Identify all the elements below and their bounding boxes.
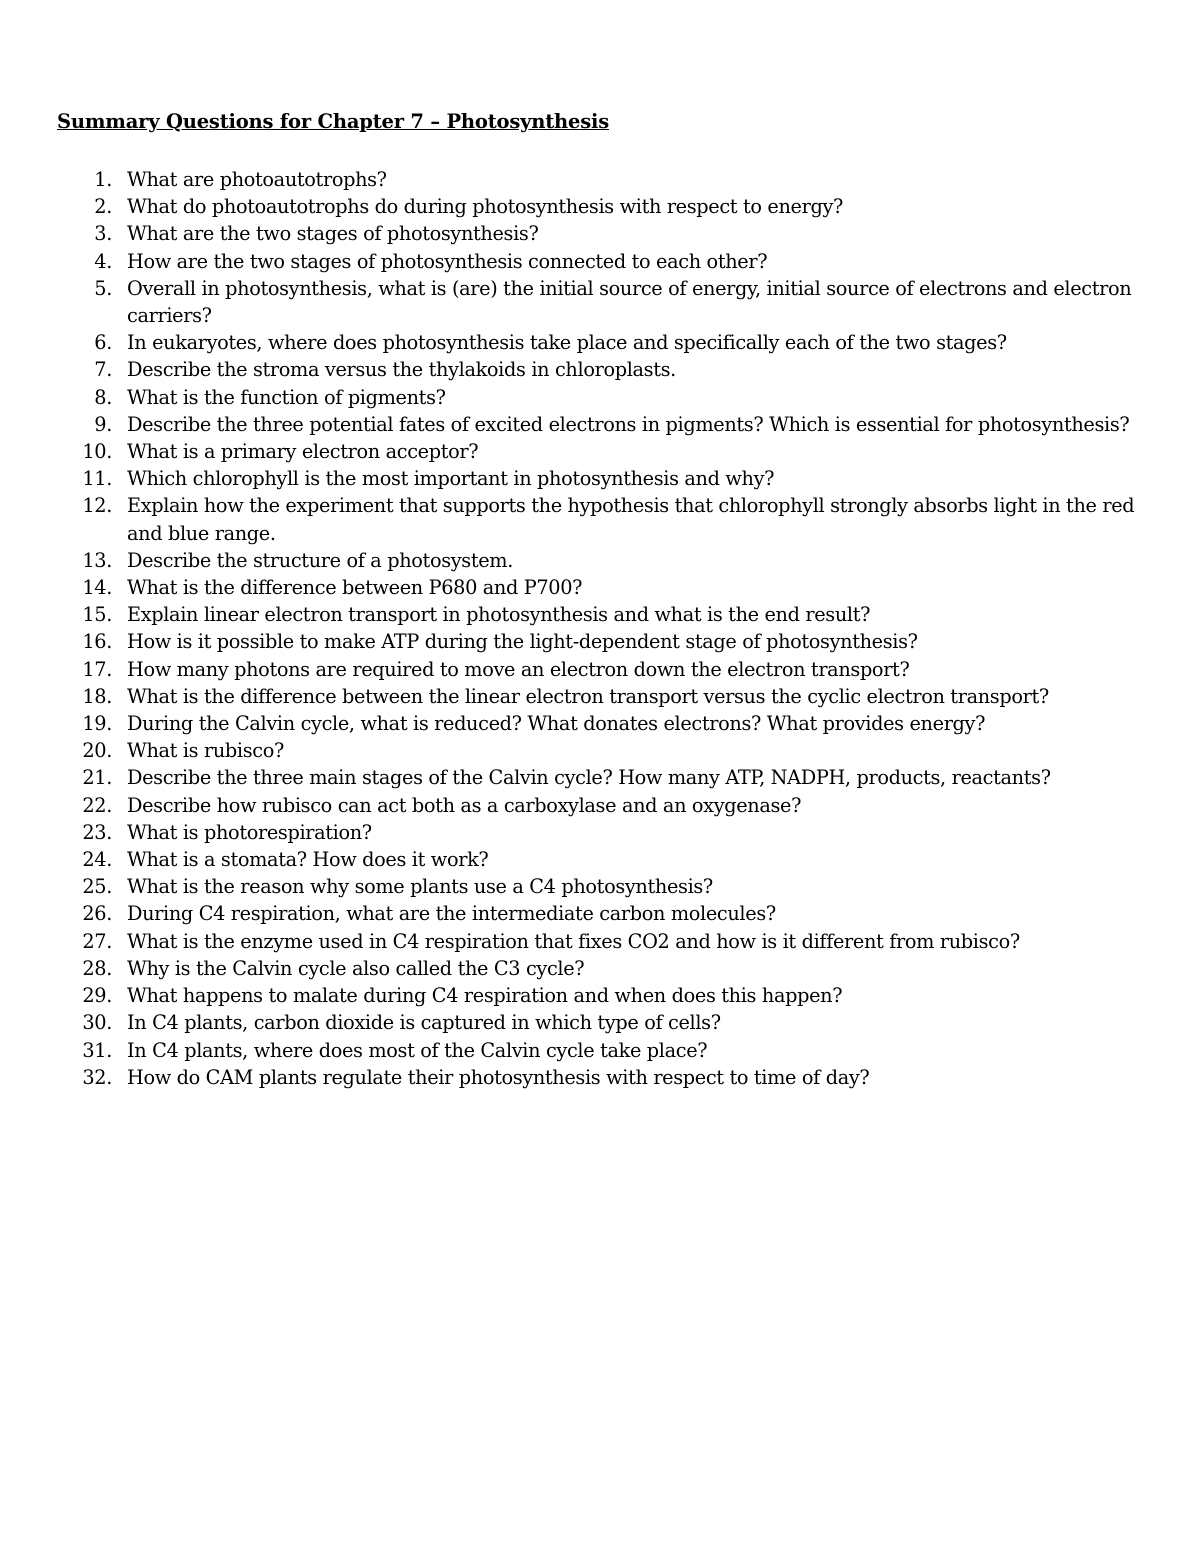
- question-item: [0, 873, 1200, 900]
- question-text: Describe the three main stages of the Calvin cycle? How many ATP, NADPH, products, reactants?: [127, 766, 1051, 790]
- question-text: What are the two stages of photosynthesis?: [127, 222, 539, 246]
- question-item: [0, 492, 1200, 546]
- question-number: 28.: [82, 956, 112, 980]
- question-item: [0, 248, 1200, 275]
- question-item: [0, 547, 1200, 574]
- question-text: What is a stomata? How does it work?: [127, 848, 489, 872]
- question-text: In C4 plants, where does most of the Calvin cycle take place?: [127, 1038, 708, 1062]
- question-item: [0, 928, 1200, 955]
- question-number: 17.: [82, 657, 112, 681]
- question-text: What is a primary electron acceptor?: [127, 440, 479, 464]
- question-number: 32.: [82, 1065, 112, 1089]
- question-number: 12.: [82, 494, 112, 518]
- question-item: [0, 792, 1200, 819]
- question-number: 23.: [82, 820, 112, 844]
- question-text: What happens to malate during C4 respiration and when does this happen?: [127, 984, 843, 1008]
- question-number: 8.: [94, 385, 112, 409]
- question-item: [0, 955, 1200, 982]
- question-text: Describe the three potential fates of excited electrons in pigments? Which is essential for photosynthesis?: [127, 412, 1130, 436]
- question-number: 16.: [82, 630, 112, 654]
- question-text: Describe the structure of a photosystem.: [127, 548, 514, 572]
- question-text: Describe how rubisco can act both as a carboxylase and an oxygenase?: [127, 793, 802, 817]
- question-number: 26.: [82, 902, 112, 926]
- question-number: 15.: [82, 603, 112, 627]
- question-number: 30.: [82, 1011, 112, 1035]
- question-text: During the Calvin cycle, what is reduced? What donates electrons? What provides energy?: [127, 712, 986, 736]
- question-number: 31.: [82, 1038, 112, 1062]
- question-number: 14.: [82, 576, 112, 600]
- question-item: [0, 193, 1200, 220]
- question-text: In eukaryotes, where does photosynthesis take place and specifically each of the two stages?: [127, 331, 1007, 355]
- question-number: 20.: [82, 739, 112, 763]
- question-number: 3.: [94, 222, 112, 246]
- question-number: 13.: [82, 548, 112, 572]
- question-item: [0, 465, 1200, 492]
- question-item: [0, 683, 1200, 710]
- question-number: 18.: [82, 684, 112, 708]
- question-item: [0, 275, 1200, 329]
- question-text: How do CAM plants regulate their photosynthesis with respect to time of day?: [127, 1065, 870, 1089]
- question-number: 24.: [82, 848, 112, 872]
- question-item: [0, 438, 1200, 465]
- question-item: [0, 166, 1200, 193]
- question-number: 21.: [82, 766, 112, 790]
- question-text: Explain linear electron transport in photosynthesis and what is the end result?: [127, 603, 871, 627]
- question-text: What is the difference between P680 and P700?: [127, 576, 583, 600]
- question-number: 27.: [82, 929, 112, 953]
- question-number: 11.: [82, 467, 112, 491]
- question-text: Describe the stroma versus the thylakoids in chloroplasts.: [127, 358, 676, 382]
- question-number: 5.: [94, 276, 112, 300]
- question-number: 9.: [94, 412, 112, 436]
- question-item: [0, 1064, 1200, 1091]
- question-number: 2.: [94, 195, 112, 219]
- question-text: Explain how the experiment that supports the hypothesis that chlorophyll strongly absorbs light in the red and blue range.: [127, 494, 1135, 545]
- question-text: Overall in photosynthesis, what is (are) the initial source of energy, initial source of electrons and electron carriers?: [127, 276, 1132, 328]
- question-item: [0, 384, 1200, 411]
- question-number: 7.: [94, 358, 112, 382]
- question-item: [0, 411, 1200, 438]
- question-item: [0, 819, 1200, 846]
- question-text: Why is the Calvin cycle also called the C3 cycle?: [127, 956, 585, 980]
- question-item: [0, 710, 1200, 737]
- question-text: What is rubisco?: [127, 739, 284, 763]
- question-item: [0, 574, 1200, 601]
- question-text: How is it possible to make ATP during the light-dependent stage of photosynthesis?: [127, 630, 918, 654]
- question-item: [0, 846, 1200, 873]
- question-item: [0, 900, 1200, 927]
- question-text: What is the enzyme used in C4 respiration that fixes CO2 and how is it different from rubisco?: [127, 929, 1020, 953]
- question-item: [0, 656, 1200, 683]
- question-item: [0, 1009, 1200, 1036]
- question-number: 1.: [94, 168, 112, 191]
- question-item: [0, 764, 1200, 791]
- question-text: What is the reason why some plants use a C4 photosynthesis?: [127, 875, 713, 899]
- question-item: [0, 1037, 1200, 1064]
- question-text: What do photoautotrophs do during photosynthesis with respect to energy?: [127, 195, 843, 219]
- question-text: What is photorespiration?: [127, 820, 372, 844]
- question-number: 10.: [82, 440, 112, 464]
- question-item: [0, 329, 1200, 356]
- question-item: [0, 628, 1200, 655]
- question-text: What is the function of pigments?: [127, 385, 446, 409]
- question-item: [0, 356, 1200, 383]
- question-text: What is the difference between the linear electron transport versus the cyclic electron transport?: [127, 684, 1049, 708]
- question-text: During C4 respiration, what are the intermediate carbon molecules?: [127, 902, 776, 926]
- question-item: [0, 982, 1200, 1009]
- question-number: 6.: [94, 331, 112, 355]
- question-item: [0, 601, 1200, 628]
- question-number: 4.: [94, 249, 112, 273]
- question-text: Which chlorophyll is the most important in photosynthesis and why?: [127, 467, 775, 491]
- question-text: In C4 plants, carbon dioxide is captured in which type of cells?: [127, 1011, 721, 1035]
- question-text: What are photoautotrophs?: [127, 168, 387, 191]
- question-text: How are the two stages of photosynthesis connected to each other?: [127, 249, 768, 273]
- question-item: [0, 737, 1200, 764]
- question-number: 22.: [82, 793, 112, 817]
- question-number: 25.: [82, 875, 112, 899]
- question-list: [0, 166, 1200, 1091]
- question-number: 19.: [82, 712, 112, 736]
- page-title: Summary Questions for Chapter 7 – Photosynthesis: [57, 110, 609, 133]
- question-number: 29.: [82, 984, 112, 1008]
- question-item: [0, 220, 1200, 247]
- question-text: How many photons are required to move an electron down the electron transport?: [127, 657, 910, 681]
